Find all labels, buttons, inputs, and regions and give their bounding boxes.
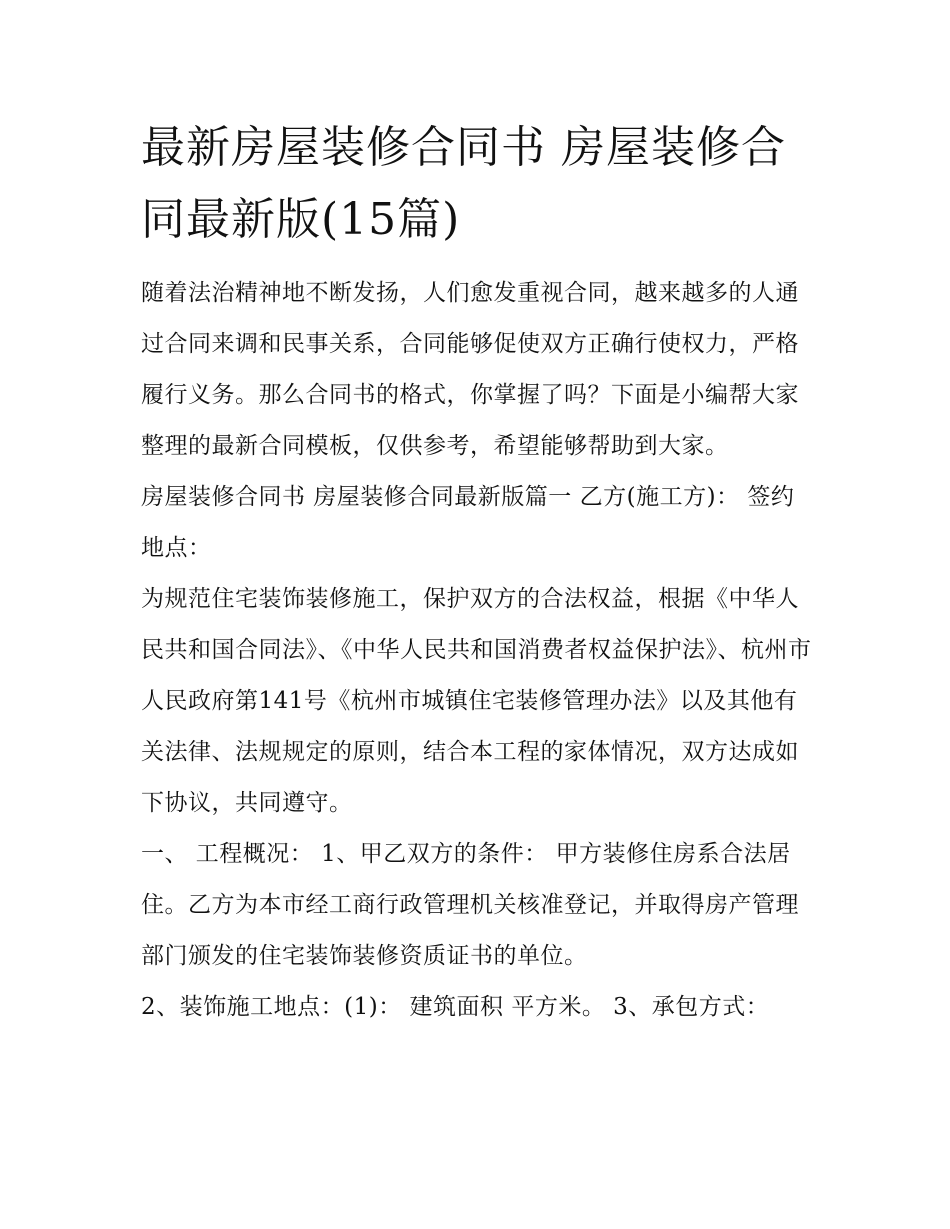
legal-basis-paragraph: 为规范住宅装饰装修施工，保护双方的合法权益，根据《中华人民共和国合同法》、《中华人民共和国消费者权益保护法》、杭州市人民政府第141号《杭州市城镇住宅装修管理办法》以及其他有关法律、法规规定的原则，结合本工程的家体情况，双方达成如下协议，共同遵守。: [141, 586, 812, 816]
intro-paragraph: 随着法治精神地不断发扬，人们愈发重视合同，越来越多的人通过合同来调和民事关系，合同能够促使双方正确行使权力，严格履行义务。那么合同书的格式，你掌握了吗？下面是小编帮大家整理的最新合同模板，仅供参考，希望能够帮助到大家。: [141, 280, 799, 459]
document-title: 最新房屋装修合同书 房屋装修合同最新版(15篇): [141, 122, 786, 245]
project-overview-paragraph: 一、 工程概况： 1、甲乙双方的条件： 甲方装修住房系合法居住。乙方为本市经工商行政管理机关核准登记，并取得房产管理部门颁发的住宅装饰装修资质证书的单位。: [141, 841, 799, 969]
construction-site-paragraph: 2、装饰施工地点：(1)： 建筑面积 平方米。 3、承包方式：: [141, 994, 770, 1020]
document-body: [141, 112, 816, 1033]
section-heading-paragraph: 房屋装修合同书 房屋装修合同最新版篇一 乙方(施工方)： 签约地点：: [141, 484, 795, 561]
